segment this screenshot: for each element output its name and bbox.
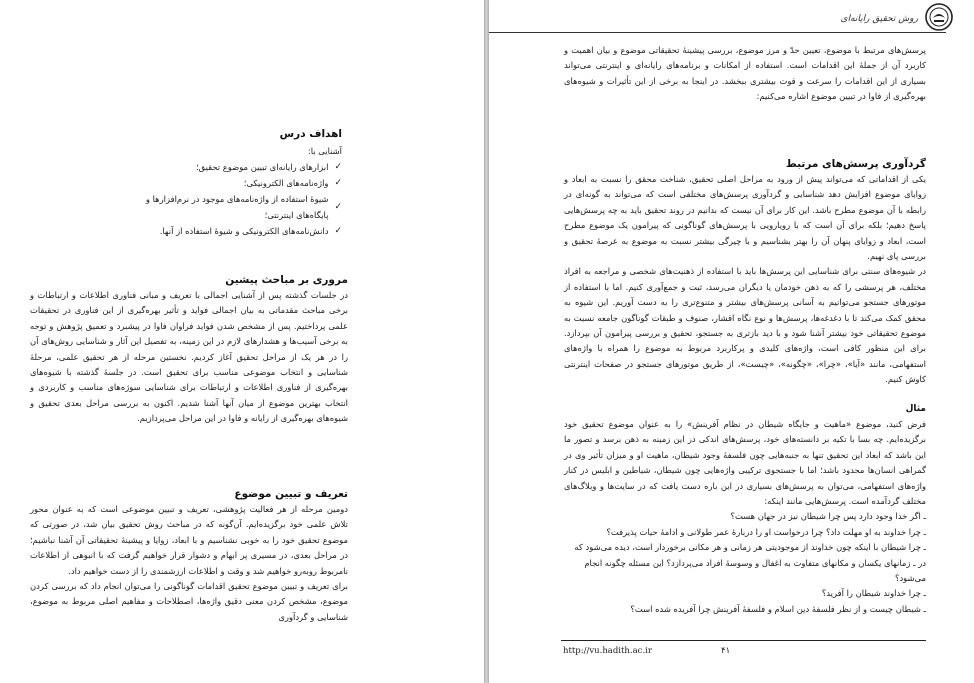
- collect-questions-section: [564, 156, 926, 388]
- left-page: [0, 0, 484, 683]
- intro-paragraph: پرسش‌های مرتبط با موضوع، تعیین حدّ و مرز موضوع، بررسی پیشینۀ تحقیقاتی موضوع و بیان اهمیت و کاربرد آن از جملۀ این اقدامات است. استفاده از امکانات و برنامه‌های رایانه‌ای و اینترنتی می‌تواند بسیاری از این اقدامات را سرعت و قوت بیشتری ببخشد. در اینجا به برخی از این تأثیرات و شیوه‌های بهره‌گیری از فاوا در تبیین موضوع اشاره می‌کنیم:: [564, 45, 926, 102]
- define-section: [30, 486, 348, 625]
- intro-section: [564, 43, 926, 105]
- define-paragraph-1: دومین مرحله از هر فعالیت پژوهشی، تعریف و تبیین موضوعی است که به عنوان محور تلاش علمی خود برگزیده‌ایم. آن‌گونه که در مباحث روش تحقیق بیان شد، در صورتی که موضوع تحقیق خود را به خوبی نشناسیم و با ابعاد، زوایا و پیشینۀ تحقیقاتی آن آشنا نباشیم؛ در مراحل بعدی، در مسیری پر ابهام و دشوار قرار خواهیم گرفت که با انبوهی از اطلاعات نامربوط روبه‌رو خواهیم شد و وقت و اطلاعات ارزشمندی را از دست خواهیم داد.: [30, 504, 348, 576]
- example-title: مثال: [905, 404, 926, 414]
- checkmark-icon: ✓: [334, 178, 342, 188]
- footer-url[interactable]: http://vu.hadith.ac.ir: [563, 646, 652, 656]
- example-section: [564, 401, 926, 617]
- example-paragraph: فرض کنید، موضوع «ماهیت و جایگاه شیطان در نظام آفرینش» را به عنوان موضوع تحقیق خود برگزیده‌ایم. چه بسا با تکیه بر دانسته‌های خود، پرسش‌های اندکی در این زمینه به ذهن برسد و تصور ما این باشد که ابعاد این تحقیق تنها به جنبه‌هایی چون فلسفۀ وجود شیطان، ماهیت او و میزان تأثیر وی در گمراهی انسان‌ها محدود باشد؛ اما با جستجوی ترکیبی واژه‌هایی چون شیطان، شیاطین و ابلیس در کنار واژه‌های استفهامی، می‌توان به پرسش‌های بسیاری در این باره دست یافت که در سایت‌ها و وبلاگ‌های مختلف گردآمده است. پرسش‌هایی مانند اینکه:: [564, 419, 926, 507]
- list-item: ✓ ابزارهای رایانه‌ای تبیین موضوع تحقیق؛: [122, 159, 342, 175]
- review-title: مروری بر مباحث پیشین: [225, 274, 348, 286]
- list-item: ✓ دانش‌نامه‌های الکترونیکی و شیوۀ استفاده از آنها.: [122, 223, 342, 239]
- list-item: ـ شیطان چیست و از نظر فلسفۀ دین اسلام و فلسفۀ آفرینش چرا آفریده شده است؟: [630, 603, 926, 614]
- objectives-lead: آشنایی با:: [307, 146, 342, 156]
- collect-paragraph-1: یکی از اقداماتی که می‌تواند پیش از ورود به مراحل اصلی تحقیق، شناخت محقق را نسبت به ابعاد و زوایای موضوع افزایش دهد شناسایی و گردآوری پرسش‌های مختلفی است که می‌تواند به گونه‌ای در رابطه با آن موضوع مطرح باشد. این کار برای آن نیست که بدانیم در روند تحقیق باید به چه پرسش‌هایی پاسخ دهیم؛ بلکه برای آن است که با رویارویی با پرسش‌های گوناگونی که پیرامون یک موضوع مطرح است، ابعاد و زوایای پنهان آن را بهتر بشناسیم و با چیرگی بیشتر نسبت به موضوع به عرصۀ تحقیق و بررسی پای نهیم.: [564, 174, 926, 262]
- list-item: ـ چرا خداوند شیطان را آفرید؟: [821, 588, 926, 599]
- right-page: [489, 0, 974, 683]
- list-item: ✓ واژه‌نامه‌های الکترونیکی؛: [122, 175, 342, 191]
- checkmark-icon: ✓: [334, 162, 342, 172]
- collect-title: گردآوری پرسش‌های مرتبط: [785, 158, 926, 170]
- objectives-section: [122, 126, 342, 239]
- objectives-title: اهداف درس: [279, 128, 342, 140]
- page-number: ۴۱: [721, 646, 731, 656]
- header-title: روش تحقیق رایانه‌ای: [840, 14, 918, 24]
- header-divider: [489, 32, 946, 33]
- objectives-list: [122, 159, 342, 239]
- example-questions: [564, 509, 926, 617]
- define-paragraph-2: برای تعریف و تبیین موضوع تحقیق اقدامات گوناگونی را می‌توان انجام داد که بررسی کردن موضوع، مشخص کردن معنی دقیق واژه‌ها، اصطلاحات و مفاهیم اصلی مربوط به موضوع، شناسایی و گردآوری: [30, 581, 348, 622]
- review-paragraph: در جلسات گذشته پس از آشنایی اجمالی با تعریف و مبانی فناوری اطلاعات و ارتباطات و برخی مباحث مقدماتی به بیان اجمالی فواید و تأثیر بهره‌گیری از این فناوری در تحقیقات علمی پرداختیم. پس از مشخص شدن فواید فراوان فاوا در پیشبرد و تعمیق پژوهش و توجه به برخی آسیب‌ها و هشدارهای لازم در این زمینه، به تفصیل این آثار و شناسایی روش‌های آن را در هر یک از مراحل تحقیق آغاز کردیم. نخستین مرحله از هر تحقیق علمی، مرحلۀ شناسایی و انتخاب موضوعی مناسب برای تحقیق است. در جلسۀ گذشته با شیوه‌های بهره‌گیری از فناوری اطلاعات و ارتباطات برای شناسایی سوژه‌های مناسب و کاربردی و انتخاب بهترین موضوع از میان آنها آشنا شدیم. اکنون به بررسی مراحل بعدی تحقیق و شیوه‌های بهره‌گیری از رایانه و فاوا در این مراحل می‌پردازیم.: [30, 290, 348, 424]
- checkmark-icon: ✓: [334, 202, 342, 212]
- review-section: [30, 272, 348, 427]
- university-logo-icon: [924, 2, 954, 32]
- list-item: ـ اگر خدا وجود دارد پس چرا شیطان نیز در جهان هست؟: [730, 511, 926, 522]
- page-header: [489, 0, 974, 36]
- list-item: ـ چرا شیطان با اینکه چون خداوند از موجودیتی هر زمانی و هر مکانی برخوردار است، دیده می‌شود که در ـ زمانهای یکسان و مکانهای متفاوت به اغفال و وسوسۀ افراد می‌پردازد؟ این مسئله چگونه انجام می‌شود؟: [574, 542, 926, 584]
- list-item: ـ چرا خداوند به او مهلت داد؟ چرا درخواست او را دربارۀ عمر طولانی و ادامۀ حیات پذیرفت؟: [606, 526, 926, 537]
- checkmark-icon: ✓: [334, 226, 342, 236]
- list-item: ✓ شیوۀ استفاده از واژه‌نامه‌های موجود در نرم‌افزارها و پایگاه‌های اینترنتی؛: [145, 194, 342, 220]
- footer-divider: [561, 640, 926, 641]
- collect-paragraph-2: در شیوه‌های سنتی برای شناسایی این پرسش‌ها باید با استفاده از ذهنیت‌های شخصی و مراجعه به افراد مختلف، هر پرسشی را که به ذهن خودمان یا دیگران می‌رسد، ثبت و جمع‌آوری کنیم. اما با استفاده از موتورهای جستجو می‌توانیم به آسانی پرسش‌های بیشتر و متنوع‌تری را به دست آوریم. این شیوه به محقق کمک می‌کند تا با دغدغه‌ها، پرسش‌ها و نوع نگاه اقشار، صنوف و طبقات گوناگون جامعه نسبت به موضوع تحقیقاتی خود بیشتر آشنا شود و با دید بازتری به جستجو، تحقیق و بررسی پیرامون آن بپردازد. برای این منظور کافی است، واژه‌های کلیدی و پرکاربرد مربوط به موضوع را همراه با واژه‌های استفهامی، مانند «آیا»، «چرا»، «چگونه»، «چیست»، از طریق موتورهای جستجو در صفحات اینترنتی کاوش کنیم.: [564, 266, 926, 385]
- define-title: تعریف و تبیین موضوع: [234, 488, 348, 500]
